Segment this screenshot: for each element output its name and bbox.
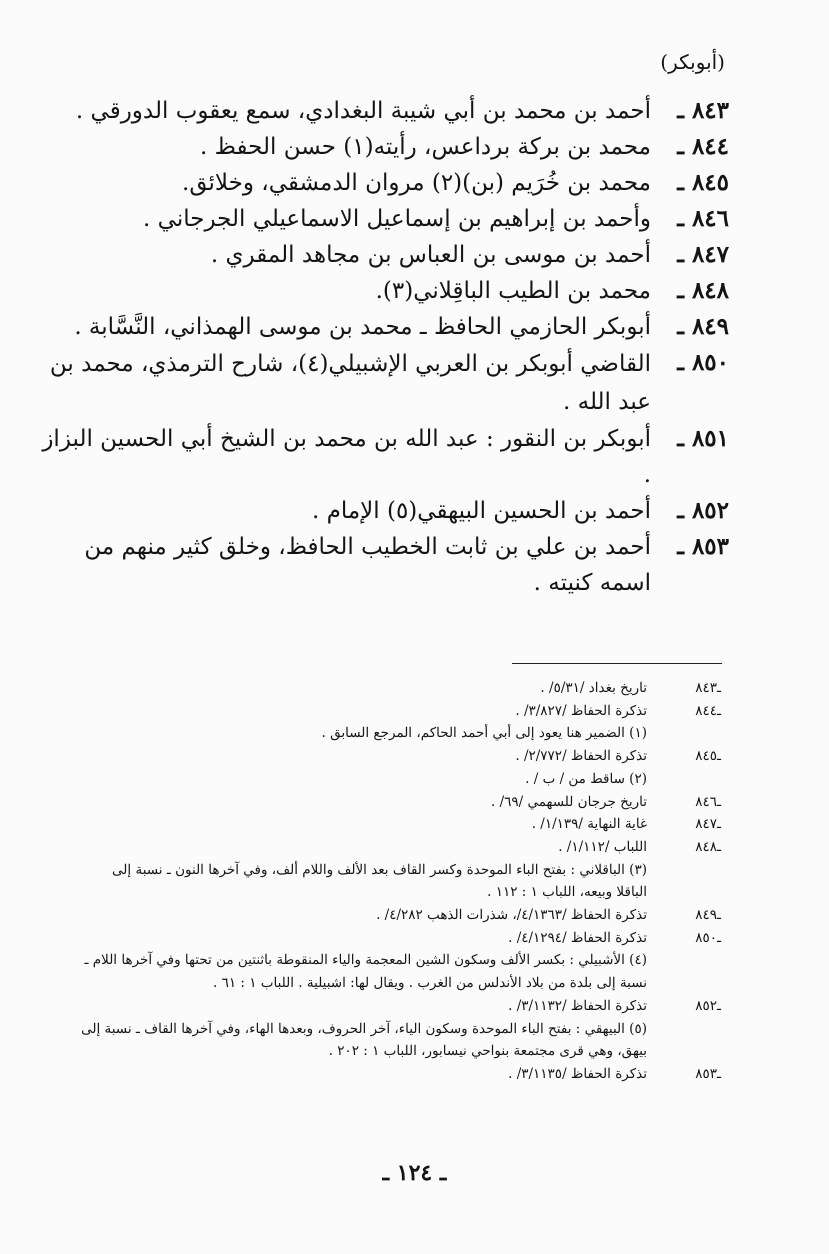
- source-note: [81, 791, 721, 814]
- note-number: ـ٨٥٣: [695, 1065, 721, 1082]
- note-number: ـ٨٤٥: [695, 748, 721, 765]
- page-number: ـ ١٢٤ ـ: [382, 1160, 447, 1186]
- entry-text: أحمد بن محمد بن أبي شيبة البغدادي، سمع يعقوب الدورقي .: [75, 98, 651, 124]
- footnote: [81, 722, 721, 745]
- entry-text: أبوبكر بن النقور : عبد الله بن محمد بن الشيخ أبي الحسين البزاز .: [42, 426, 651, 488]
- source-note: [81, 700, 721, 723]
- note-text: (٢) ساقط من / ب / .: [525, 770, 647, 787]
- entry-text: أحمد بن موسى بن العباس بن مجاهد المقري .: [210, 242, 651, 268]
- entry-number: ٨٤٨ ـ: [677, 277, 729, 304]
- note-text: تذكرة الحفاظ /٣/٨٢٧/ .: [515, 702, 647, 719]
- note-text: تذكرة الحفاظ /٣/١١٣٢/ .: [508, 997, 647, 1014]
- footnote: [81, 859, 721, 904]
- note-text: (٤) الأشبيلي : بكسر الألف وسكون الشين المعجمة والياء المنقوطة باثنتين من تحتها وفي آخرها اللام ـ نسبة إلى بلدة من بلاد الأندلس من الغرب . ويقال لها: اشبيلية . اللباب ١ : ٦١ .: [84, 952, 647, 992]
- footnote-separator: [512, 663, 722, 664]
- note-text: تذكرة الحفاظ /٣/١١٣٥/ .: [508, 1065, 647, 1082]
- note-text: تذكرة الحفاظ /٤/١٢٩٤/ .: [508, 929, 647, 946]
- entry-text: محمد بن بركة برداعس، رأيته(١) حسن الحفظ .: [200, 134, 651, 160]
- footnote-list: [81, 677, 721, 1086]
- entry-text: أحمد بن علي بن ثابت الخطيب الحافظ، وخلق كثير منهم من اسمه كنيته .: [84, 534, 651, 596]
- entry-row: [39, 421, 729, 493]
- note-text: اللباب /١/١١٢/ .: [558, 838, 647, 855]
- entry-number: ٨٥١ ـ: [677, 425, 729, 452]
- entry-text: القاضي أبوبكر بن العربي الإشبيلي(٤)، شارح الترمذي، محمد بن عبد الله .: [49, 351, 651, 415]
- note-text: (١) الضمير هنا يعود إلى أبي أحمد الحاكم، المرجع السابق .: [321, 725, 647, 742]
- entry-row: [39, 309, 729, 345]
- footnote: [81, 1018, 721, 1063]
- note-number: ـ٨٥٢: [695, 997, 721, 1014]
- note-number: ـ٨٤٩: [695, 907, 721, 924]
- note-number: ـ٨٤٦: [695, 793, 721, 810]
- note-number: ـ٨٤٣: [695, 680, 721, 696]
- entry-number: ٨٤٩ ـ: [677, 313, 729, 340]
- note-text: تذكرة الحفاظ /٤/١٣٦٣/، شذرات الذهب ٤/٢٨٢/ .: [376, 907, 647, 924]
- note-text: تذكرة الحفاظ /٢/٧٧٢/ .: [515, 748, 647, 765]
- entry-row: [39, 345, 729, 421]
- note-number: ـ٨٤٨: [695, 838, 721, 855]
- entry-row: [39, 165, 729, 201]
- entry-number: ٨٥٣ ـ: [677, 533, 729, 560]
- entry-number: ٨٤٤ ـ: [677, 133, 729, 160]
- note-number: ـ٨٤٤: [695, 702, 721, 719]
- entry-number: ٨٥٢ ـ: [677, 497, 729, 524]
- entry-row: [39, 201, 729, 237]
- note-text: تاريخ بغداد /٥/٣١/ .: [540, 680, 647, 696]
- entry-row: [39, 529, 729, 601]
- entry-text: أبوبكر الحازمي الحافظ ـ محمد بن موسى الهمذاني، النَّسَّابة .: [74, 314, 651, 340]
- footnote: [81, 768, 721, 791]
- note-number: ـ٨٥٠: [695, 929, 721, 946]
- entry-text: محمد بن خُرَيم (بن)(٢) مروان الدمشقي، وخلائق.: [182, 170, 651, 196]
- entry-text: محمد بن الطيب الباقِلاني(٣).: [375, 278, 651, 304]
- entry-row: [39, 273, 729, 309]
- source-note: [81, 836, 721, 859]
- source-note: [81, 927, 721, 950]
- entry-number: ٨٤٧ ـ: [677, 241, 729, 268]
- source-note: [81, 745, 721, 768]
- running-header: (أبوبكر): [660, 50, 725, 74]
- entry-text: أحمد بن الحسين البيهقي(٥) الإمام .: [311, 498, 651, 524]
- entry-row: [39, 493, 729, 529]
- entry-list: [39, 93, 729, 601]
- note-text: غاية النهاية /١/١٣٩/ .: [531, 816, 647, 833]
- entry-row: [39, 129, 729, 165]
- note-number: ـ٨٤٧: [695, 816, 721, 833]
- source-note: [81, 1063, 721, 1086]
- footnote: [81, 949, 721, 994]
- source-note: [81, 995, 721, 1018]
- entry-row: [39, 237, 729, 273]
- source-note: [81, 813, 721, 836]
- entry-text: وأحمد بن إبراهيم بن إسماعيل الاسماعيلي الجرجاني .: [143, 206, 651, 232]
- note-text: (٣) الباقلاني : بفتح الباء الموحدة وكسر القاف بعد الألف واللام ألف، وفي آخرها النون ـ نسبة إلى الباقلا وبيعه، اللباب ١ : ١١٢ .: [112, 861, 647, 901]
- note-text: تاريخ جرجان للسهمي /٦٩/ .: [490, 793, 647, 810]
- note-text: (٥) البيهقي : بفتح الباء الموحدة وسكون الياء، آخر الحروف، وبعدها الهاء، وفي آخرها القاف ـ نسبة إلى بيهق، وهي قرى مجتمعة بنواحي نيسابور، اللباب ١ : ٢٠٢ .: [81, 1020, 647, 1060]
- entry-row: [39, 93, 729, 129]
- entry-number: ٨٤٦ ـ: [677, 205, 729, 232]
- entry-number: ٨٤٣ ـ: [677, 97, 729, 124]
- source-note: [81, 677, 721, 700]
- source-note: [81, 904, 721, 927]
- entry-number: ٨٥٠ ـ: [677, 349, 729, 376]
- entry-number: ٨٤٥ ـ: [677, 169, 729, 196]
